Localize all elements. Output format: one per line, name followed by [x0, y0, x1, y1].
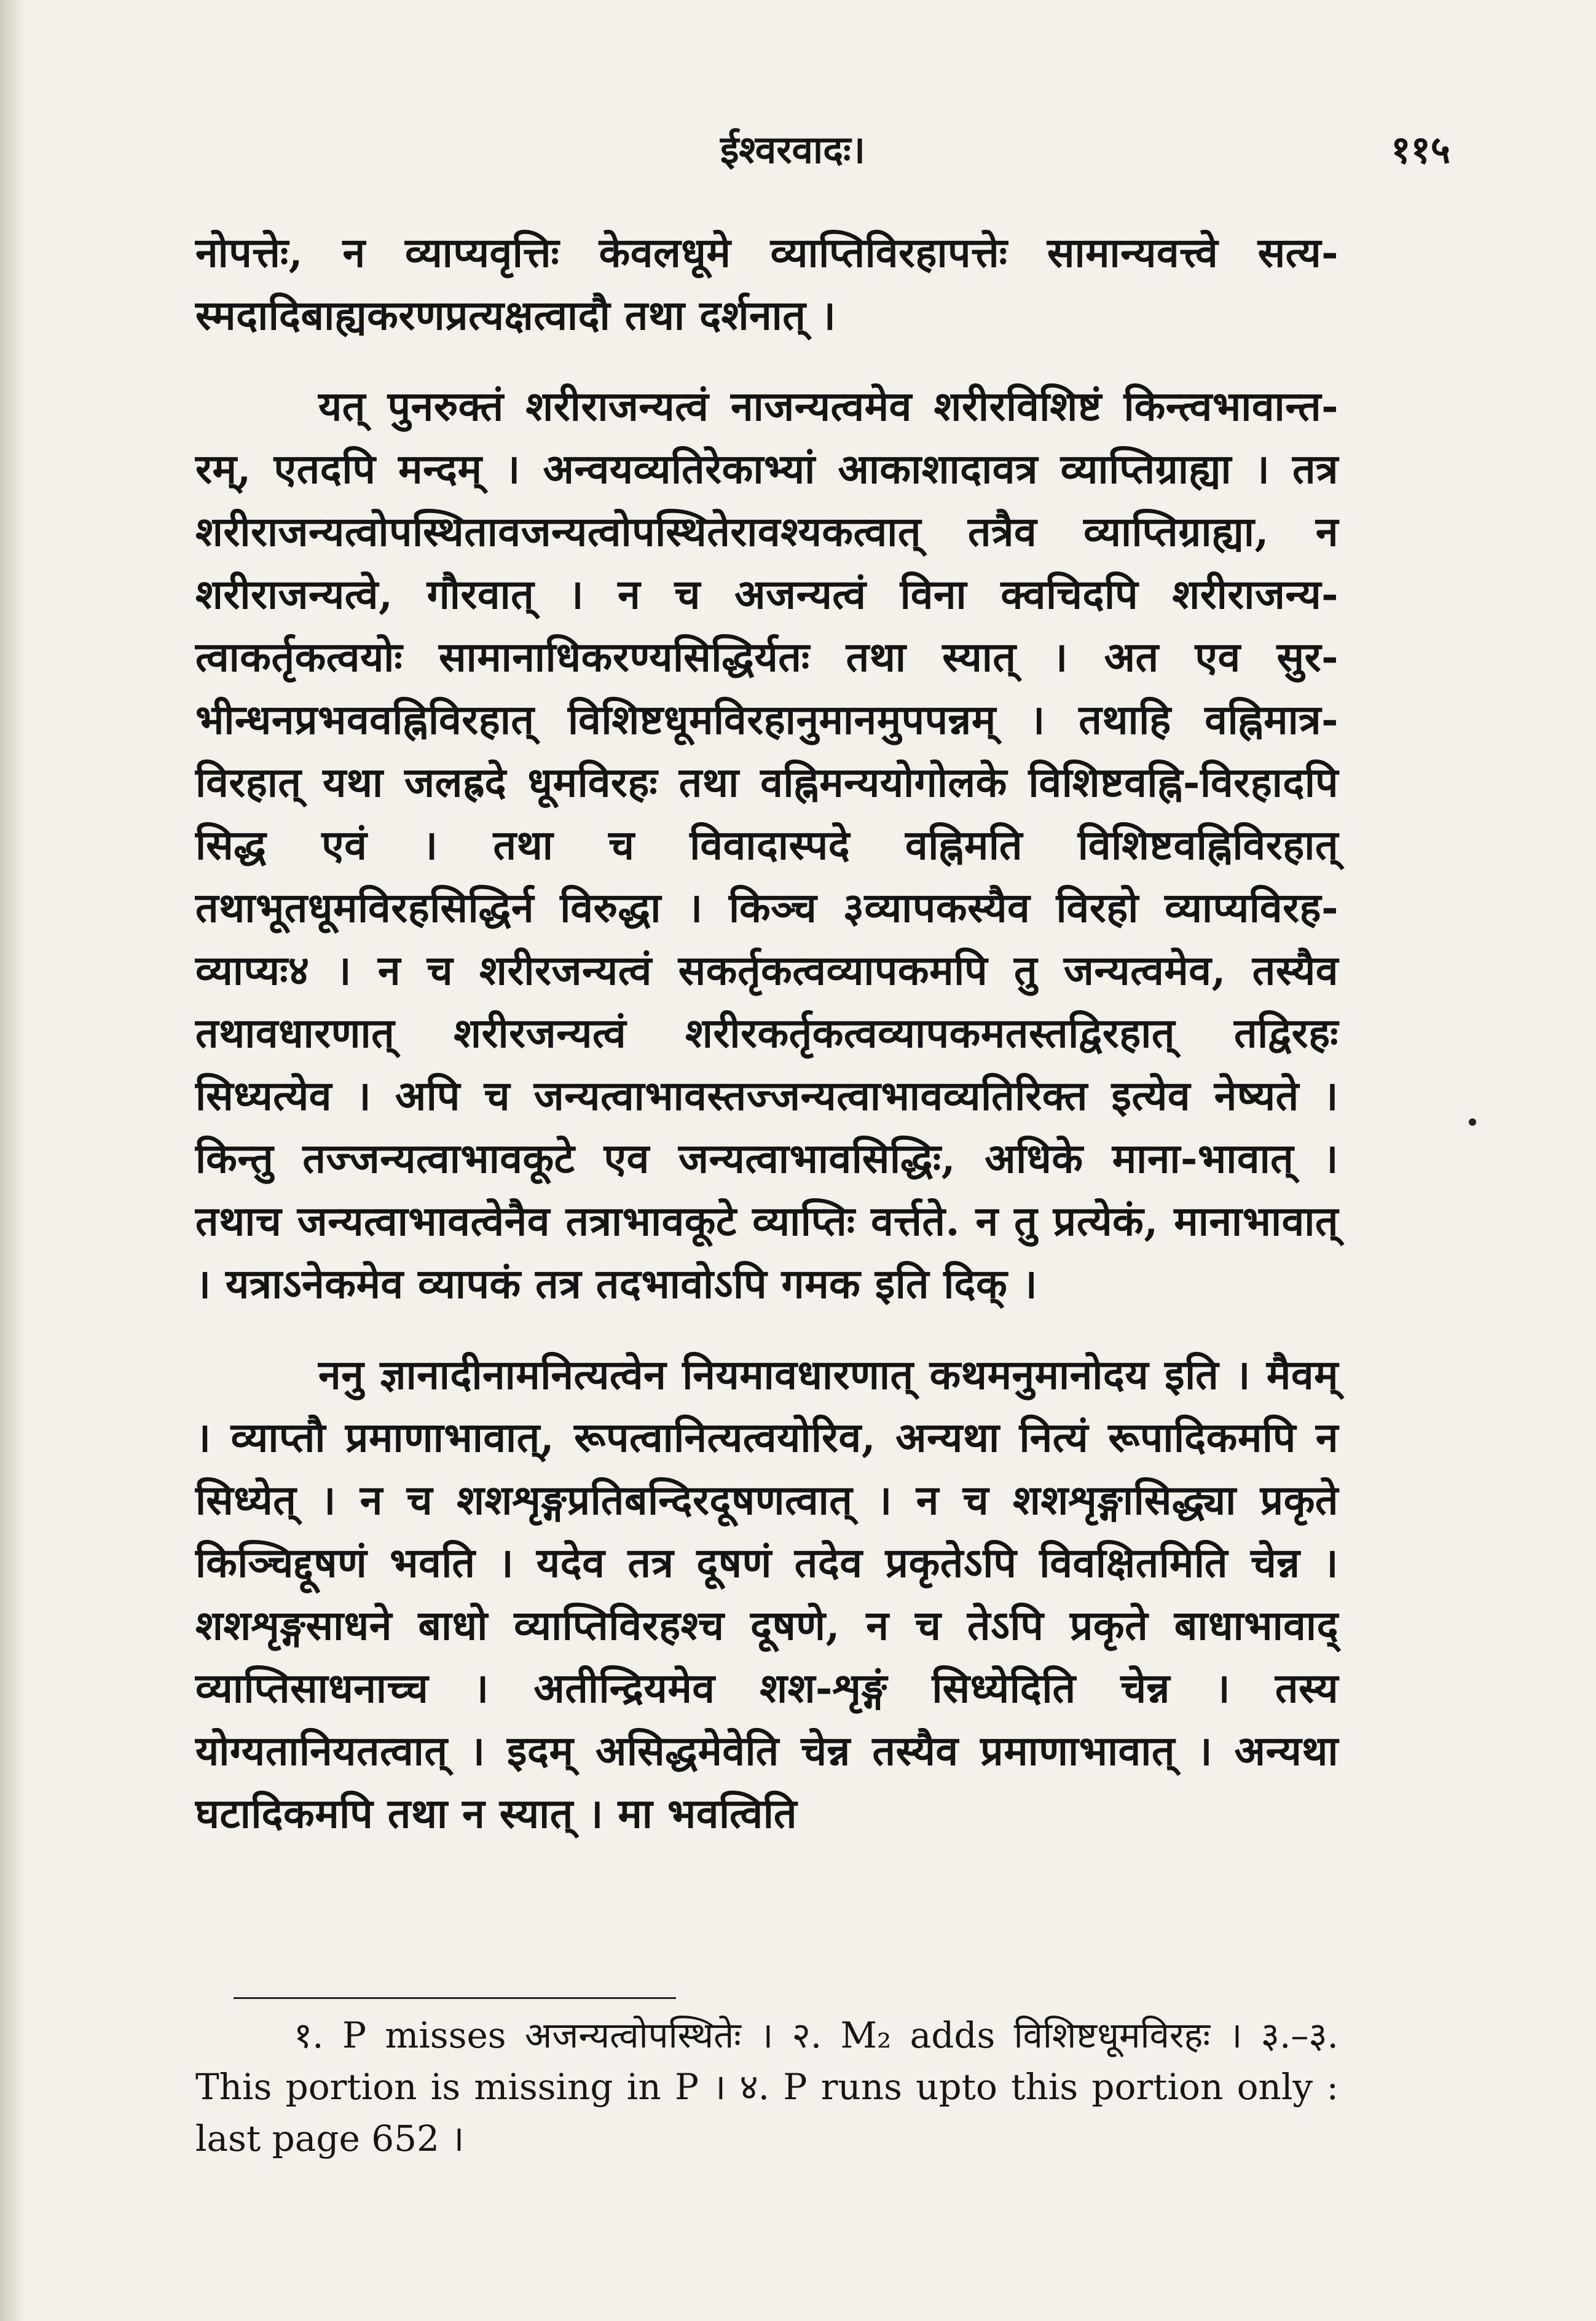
- footnote-text: १. P misses अजन्यत्वोपस्थितेः । २. M₂ adds विशिष्टधूमविरहः । ३.–३. This portion is missing in P । ४. P runs upto this portion only : last page 652 ।: [195, 2014, 1339, 2159]
- ink-speck: [1469, 1118, 1476, 1126]
- body-text: [195, 221, 1339, 1845]
- spine-shadow: [0, 0, 25, 2321]
- footnotes: [195, 2009, 1339, 2164]
- paragraph-2: यत् पुनरुक्तं शरीराजन्यत्वं नाजन्यत्वमेव शरीरविशिष्टं किन्त्वभावान्त-रम्, एतदपि मन्दम् । अन्वयव्यतिरेकाभ्यां आकाशादावत्र व्याप्तिग्राह्या । तत्र शरीराजन्यत्वोपस्थितावजन्यत्वोपस्थितेरावश्यकत्वात् तत्रैव व्याप्तिग्राह्या, न शरीराजन्यत्वे, गौरवात् । न च अजन्यत्वं विना क्वचिदपि शरीराजन्य-त्वाकर्तृकत्वयोः सामानाधिकरण्यसिद्धिर्यतः तथा स्यात् । अत एव सुर-भीन्धनप्रभववह्निविरहात् विशिष्टधूमविरहानुमानमुपपन्नम् । तथाहि वह्निमात्र-विरहात् यथा जलह्रदे धूमविरहः तथा वह्निमन्ययोगोलके विशिष्टवह्नि-विरहादपि सिद्ध एवं । तथा च विवादास्पदे वह्निमति विशिष्टवह्निविरहात् तथाभूतधूमविरहसिद्धिर्न विरुद्धा । किञ्च ३व्यापकस्यैव विरहो व्याप्यविरह-व्याप्यः४ । न च शरीरजन्यत्वं सकर्तृकत्वव्यापकमपि तु जन्यत्वमेव, तस्यैव तथावधारणात् शरीरजन्यत्वं शरीरकर्तृकत्वव्यापकमतस्तद्विरहात् तद्विरहः सिध्यत्येव । अपि च जन्यत्वाभावस्तज्जन्यत्वाभावव्यतिरिक्त इत्येव नेष्यते । किन्तु तज्जन्यत्वाभावकूटे एव जन्यत्वाभावसिद्धिः, अधिके माना-भावात् । तथाच जन्यत्वाभावत्वेनैव तत्राभावकूटे व्याप्तिः वर्त्तते. न तु प्रत्येकं, मानाभावात् । यत्राऽनेकमेव व्यापकं तत्र तदभावोऽपि गमक इति दिक् ।: [195, 382, 1339, 1308]
- page-number: ११५: [1391, 127, 1450, 172]
- paragraph-1: नोपत्तेः, न व्याप्यवृत्तिः केवलधूमे व्याप्तिविरहापत्तेः सामान्यवत्त्वे सत्य-स्मदादिबाह्यकरणप्रत्यक्षत्वादौ तथा दर्शनात् ।: [195, 229, 1339, 339]
- paragraph-3: ननु ज्ञानादीनामनित्यत्वेन नियमावधारणात् कथमनुमानोदय इति । मैवम् । व्याप्तौ प्रमाणाभावात्, रूपत्वानित्यत्वयोरिव, अन्यथा नित्यं रूपादिकमपि न सिध्येत् । न च शशशृङ्गप्रतिबन्दिरदूषणत्वात् । न च शशशृङ्गासिद्ध्या प्रकृते किञ्चिद्दूषणं भवति । यदेव तत्र दूषणं तदेव प्रकृतेऽपि विवक्षितमिति चेन्न । शशशृङ्गसाधने बाधो व्याप्तिविरहश्च दूषणे, न च तेऽपि प्रकृते बाधाभावाद् व्याप्तिसाधनाच्च । अतीन्द्रियमेव शश-शृङ्गं सिध्येदिति चेन्न । तस्य योग्यतानियतत्वात् । इदम् असिद्धमेवेति चेन्न तस्यैव प्रमाणाभावात् । अन्यथा घटादिकमपि तथा न स्यात् । मा भवत्विति: [195, 1351, 1339, 1837]
- running-head: ईश्वरवादः।: [720, 127, 866, 172]
- footnote-rule: [234, 1997, 676, 1999]
